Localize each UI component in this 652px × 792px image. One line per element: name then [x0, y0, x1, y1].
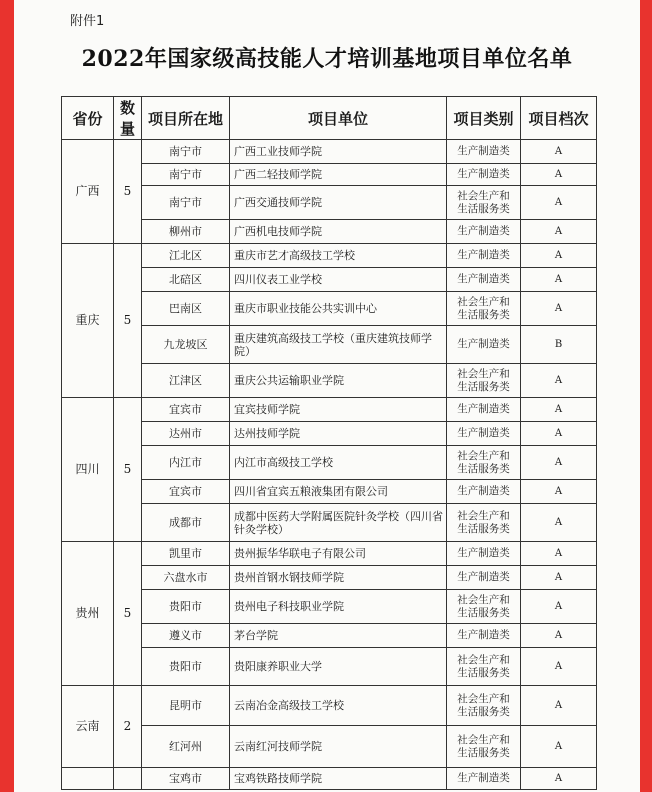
location-cell: 遵义市	[142, 624, 230, 648]
province-cell: 云南	[62, 686, 114, 768]
unit-cell: 广西二轻技师学院	[230, 164, 447, 186]
unit-list-table	[61, 96, 597, 790]
unit-cell: 内江市高级技工学校	[230, 446, 447, 480]
level-cell: A	[521, 504, 597, 542]
location-cell: 江北区	[142, 244, 230, 268]
category-cell: 社会生产和 生活服务类	[447, 186, 521, 220]
table-row	[62, 140, 597, 164]
level-cell: A	[521, 292, 597, 326]
location-cell: 江津区	[142, 364, 230, 398]
location-cell: 九龙坡区	[142, 326, 230, 364]
level-cell: A	[521, 398, 597, 422]
location-cell: 南宁市	[142, 140, 230, 164]
location-cell: 南宁市	[142, 186, 230, 220]
location-cell: 北碚区	[142, 268, 230, 292]
count-cell	[114, 768, 142, 790]
count-cell: 5	[114, 140, 142, 244]
table-row	[62, 164, 597, 186]
level-cell: A	[521, 590, 597, 624]
level-cell: A	[521, 186, 597, 220]
table-row	[62, 480, 597, 504]
category-cell: 生产制造类	[447, 164, 521, 186]
location-cell: 凯里市	[142, 542, 230, 566]
category-cell: 社会生产和 生活服务类	[447, 590, 521, 624]
table-row	[62, 292, 597, 326]
table-row	[62, 566, 597, 590]
unit-cell: 贵州首钢水钢技师学院	[230, 566, 447, 590]
table-header-row	[62, 97, 597, 140]
count-cell: 2	[114, 686, 142, 768]
level-cell: A	[521, 768, 597, 790]
location-cell: 贵阳市	[142, 648, 230, 686]
level-cell: A	[521, 480, 597, 504]
location-cell: 巴南区	[142, 292, 230, 326]
header-category: 项目类别	[447, 97, 521, 140]
location-cell: 宜宾市	[142, 398, 230, 422]
location-cell: 昆明市	[142, 686, 230, 726]
category-cell: 生产制造类	[447, 768, 521, 790]
table-row	[62, 624, 597, 648]
table-row	[62, 398, 597, 422]
category-cell: 社会生产和 生活服务类	[447, 292, 521, 326]
header-count: 数量	[114, 97, 142, 140]
document-title: 2022年国家级高技能人才培训基地项目单位名单	[81, 46, 573, 72]
location-cell: 红河州	[142, 726, 230, 768]
category-cell: 生产制造类	[447, 422, 521, 446]
unit-cell: 重庆市职业技能公共实训中心	[230, 292, 447, 326]
table-row	[62, 768, 597, 790]
unit-cell: 茅台学院	[230, 624, 447, 648]
province-cell: 四川	[62, 398, 114, 542]
location-cell: 六盘水市	[142, 566, 230, 590]
category-cell: 生产制造类	[447, 244, 521, 268]
table-row	[62, 268, 597, 292]
unit-cell: 贵州振华华联电子有限公司	[230, 542, 447, 566]
count-cell: 5	[114, 542, 142, 686]
table-row	[62, 504, 597, 542]
level-cell: A	[521, 364, 597, 398]
category-cell: 社会生产和 生活服务类	[447, 726, 521, 768]
category-cell: 生产制造类	[447, 566, 521, 590]
level-cell: B	[521, 326, 597, 364]
level-cell: A	[521, 244, 597, 268]
level-cell: A	[521, 726, 597, 768]
location-cell: 柳州市	[142, 220, 230, 244]
level-cell: A	[521, 164, 597, 186]
unit-cell: 广西交通技师学院	[230, 186, 447, 220]
unit-cell: 重庆公共运输职业学院	[230, 364, 447, 398]
header-province: 省份	[62, 97, 114, 140]
level-cell: A	[521, 422, 597, 446]
category-cell: 生产制造类	[447, 624, 521, 648]
unit-cell: 广西工业技师学院	[230, 140, 447, 164]
document-page	[14, 0, 640, 792]
table-row	[62, 686, 597, 726]
unit-cell: 贵阳康养职业大学	[230, 648, 447, 686]
location-cell: 宝鸡市	[142, 768, 230, 790]
category-cell: 生产制造类	[447, 326, 521, 364]
category-cell: 社会生产和 生活服务类	[447, 648, 521, 686]
table-row	[62, 220, 597, 244]
table-row	[62, 244, 597, 268]
location-cell: 达州市	[142, 422, 230, 446]
unit-cell: 广西机电技师学院	[230, 220, 447, 244]
province-cell: 贵州	[62, 542, 114, 686]
province-cell: 重庆	[62, 244, 114, 398]
level-cell: A	[521, 220, 597, 244]
unit-cell: 宝鸡铁路技师学院	[230, 768, 447, 790]
attachment-label: 附件1	[70, 14, 105, 29]
level-cell: A	[521, 446, 597, 480]
location-cell: 宜宾市	[142, 480, 230, 504]
level-cell: A	[521, 648, 597, 686]
count-cell: 5	[114, 244, 142, 398]
table-row	[62, 422, 597, 446]
unit-cell: 重庆建筑高级技工学校（重庆建筑技师学院）	[230, 326, 447, 364]
category-cell: 社会生产和 生活服务类	[447, 364, 521, 398]
category-cell: 生产制造类	[447, 398, 521, 422]
unit-cell: 云南冶金高级技工学校	[230, 686, 447, 726]
level-cell: A	[521, 268, 597, 292]
category-cell: 社会生产和 生活服务类	[447, 446, 521, 480]
category-cell: 社会生产和 生活服务类	[447, 504, 521, 542]
table-row	[62, 590, 597, 624]
location-cell: 成都市	[142, 504, 230, 542]
level-cell: A	[521, 542, 597, 566]
location-cell: 南宁市	[142, 164, 230, 186]
header-level: 项目档次	[521, 97, 597, 140]
unit-cell: 四川省宜宾五粮液集团有限公司	[230, 480, 447, 504]
table-row	[62, 726, 597, 768]
province-cell: 广西	[62, 140, 114, 244]
table-row	[62, 446, 597, 480]
unit-cell: 重庆市艺才高级技工学校	[230, 244, 447, 268]
unit-cell: 宜宾技师学院	[230, 398, 447, 422]
unit-cell: 云南红河技师学院	[230, 726, 447, 768]
table-row	[62, 364, 597, 398]
table-row	[62, 648, 597, 686]
level-cell: A	[521, 140, 597, 164]
table-row	[62, 186, 597, 220]
category-cell: 生产制造类	[447, 480, 521, 504]
category-cell: 生产制造类	[447, 268, 521, 292]
unit-cell: 贵州电子科技职业学院	[230, 590, 447, 624]
category-cell: 生产制造类	[447, 140, 521, 164]
unit-cell: 成都中医药大学附属医院针灸学校（四川省针灸学校）	[230, 504, 447, 542]
table-row	[62, 326, 597, 364]
location-cell: 内江市	[142, 446, 230, 480]
level-cell: A	[521, 686, 597, 726]
category-cell: 生产制造类	[447, 542, 521, 566]
header-location: 项目所在地	[142, 97, 230, 140]
count-cell: 5	[114, 398, 142, 542]
level-cell: A	[521, 624, 597, 648]
level-cell: A	[521, 566, 597, 590]
location-cell: 贵阳市	[142, 590, 230, 624]
header-unit: 项目单位	[230, 97, 447, 140]
province-cell	[62, 768, 114, 790]
unit-cell: 四川仪表工业学校	[230, 268, 447, 292]
category-cell: 生产制造类	[447, 220, 521, 244]
table-row	[62, 542, 597, 566]
category-cell: 社会生产和 生活服务类	[447, 686, 521, 726]
unit-cell: 达州技师学院	[230, 422, 447, 446]
